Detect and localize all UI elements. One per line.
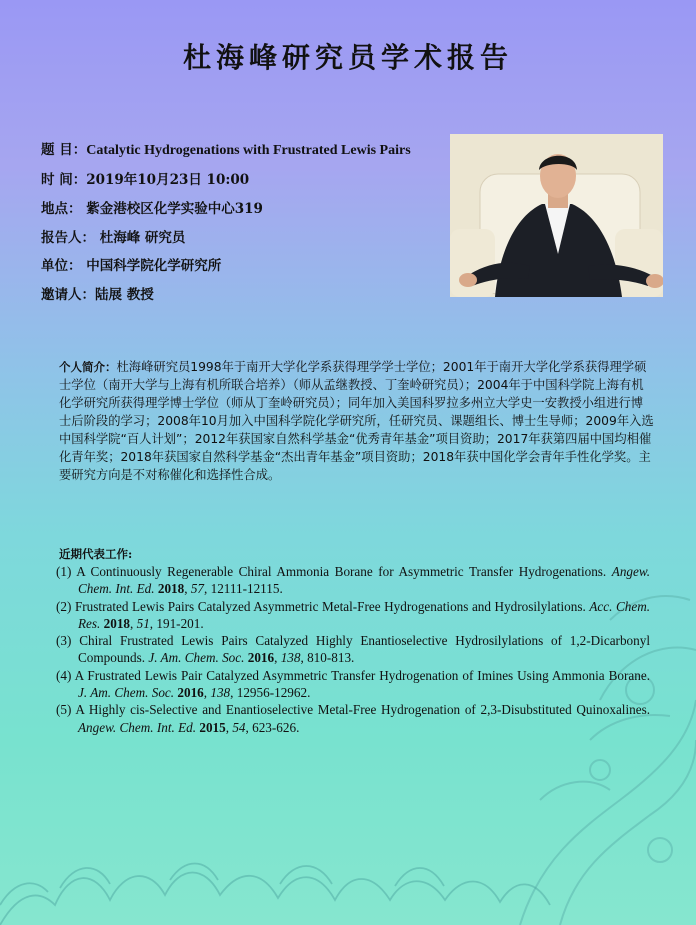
speaker-portrait-illustration	[450, 134, 663, 297]
bio-text: 杜海峰研究员1998年于南开大学化学系获得理学学士学位；2001年于南开大学化学系获得理学硕士学位（南开大学与上海有机所联合培养）（师从孟继教授、丁奎岭研究员）；2004年于中国科学院上海有机化学研究所获得理学博士学位（师从丁奎岭研究员）；同年加入美国科罗拉多州立大学史一安教授小组进行博士后阶段的学习；2008年10月加入中国科学院化学研究所，任研究员、课题组长、博士生导师；2009年入选中国科学院“百人计划”；2012年获国家自然科学基金“优秀青年基金”项目资助；2017年获第四届中国均相催化青年奖；2018年获国家自然科学基金“杰出青年基金”项目资助；2018年获中国化学会青年手性化学奖。主要研究方向是不对称催化和选择性合成。	[59, 360, 654, 482]
ref-journal: J. Am. Chem. Soc.	[148, 650, 245, 666]
place-value: 紫金港校区化学实验中心319	[86, 201, 263, 217]
ref-volume: 57	[190, 581, 205, 597]
ref-number: (4)	[56, 667, 72, 683]
unit-value: 中国科学院化学研究所	[86, 258, 222, 274]
ref-year: 2018	[103, 615, 131, 631]
ref-year: 2016	[177, 685, 204, 701]
inviter-label: 邀请人：	[41, 287, 95, 303]
ref-volume: 54	[232, 719, 246, 735]
inviter-value: 陆展 教授	[95, 287, 154, 303]
ref-year: 2016	[247, 650, 275, 666]
ref-journal: Angew. Chem. Int. Ed.	[78, 564, 650, 597]
ref-title: A Continuously Regenerable Chiral Ammonia Borane for Asymmetric Transfer Hydrogenations.	[76, 564, 607, 579]
place-label: 地点：	[41, 201, 82, 217]
ref-number: (1)	[56, 564, 72, 579]
ref-title: A Frustrated Lewis Pair Catalyzed Asymmetric Transfer Hydrogenation of Imines Using Ammonia Borane.	[74, 667, 650, 683]
inviter-row	[41, 283, 154, 303]
ref-pages: 810-813.	[307, 650, 355, 666]
speaker-value: 杜海峰 研究员	[99, 230, 186, 246]
unit-label: 单位：	[41, 258, 82, 274]
reference-item: (4) A Frustrated Lewis Pair Catalyzed Asymmetric Transfer Hydrogenation of Imines Using Ammonia Borane. J. Am. Chem. Soc. 2016, 138, 12956-12962.	[56, 667, 650, 701]
ref-number: (5)	[56, 702, 72, 718]
ref-pages: 623-626.	[252, 719, 300, 735]
ref-title: A Highly cis-Selective and Enantioselective Metal-Free Hydrogenation of 2,3-Disubstituted Quinoxalines.	[75, 702, 651, 718]
bio-label: 个人简介：	[59, 360, 117, 374]
topic-row	[41, 138, 411, 159]
ref-number: (3)	[56, 633, 72, 649]
ref-journal: Acc. Chem. Res.	[78, 598, 651, 631]
ref-year: 2018	[157, 581, 185, 597]
ref-volume: 51	[136, 615, 150, 631]
topic-value: Catalytic Hydrogenations with Frustrated Lewis Pairs	[86, 143, 411, 158]
works-title: 近期代表工作:	[59, 547, 133, 561]
ref-volume: 138	[280, 650, 301, 666]
ref-journal: Angew. Chem. Int. Ed.	[78, 719, 197, 735]
ref-pages: 12956-12962.	[236, 685, 311, 701]
unit-row	[41, 254, 221, 274]
time-value: 2019年10月23日 10:00	[86, 172, 250, 188]
place-row	[41, 197, 263, 217]
reference-item: (1) A Continuously Regenerable Chiral Ammonia Borane for Asymmetric Transfer Hydrogenations. Angew. Chem. Int. Ed. 2018, 57, 12111-12115.	[56, 564, 650, 597]
reference-item: (2) Frustrated Lewis Pairs Catalyzed Asymmetric Metal-Free Hydrogenations and Hydrosilylations. Acc. Chem. Res. 2018, 51, 191-201.	[56, 598, 651, 631]
speaker-row	[41, 226, 185, 246]
speaker-label: 报告人：	[41, 230, 95, 246]
bio-section	[59, 358, 655, 484]
ref-pages: 12111-12115.	[210, 581, 283, 597]
ref-title: Chiral Frustrated Lewis Pairs Catalyzed Highly Enantioselective Hydrosilylations of 1,2-Dicarbonyl Compounds.	[78, 633, 650, 666]
ref-number: (2)	[56, 598, 72, 614]
ref-pages: 191-201.	[156, 615, 204, 631]
ref-volume: 138	[210, 685, 231, 701]
topic-label: 题 目：	[41, 142, 87, 158]
ref-journal: J. Am. Chem. Soc.	[78, 685, 175, 701]
reference-item: (5) A Highly cis-Selective and Enantioselective Metal-Free Hydrogenation of 2,3-Disubstituted Quinoxalines. Angew. Chem. Int. Ed. 2015, 54, 623-626.	[56, 702, 651, 735]
ref-title: Frustrated Lewis Pairs Catalyzed Asymmetric Metal-Free Hydrogenations and Hydrosilylations.	[74, 598, 586, 614]
page-title: 杜海峰研究员学术报告	[182, 41, 513, 74]
reference-item: (3) Chiral Frustrated Lewis Pairs Catalyzed Highly Enantioselective Hydrosilylations of 1,2-Dicarbonyl Compounds. J. Am. Chem. Soc. 2016, 138, 810-813.	[56, 633, 650, 666]
time-row	[41, 168, 249, 188]
ref-year: 2015	[199, 719, 226, 735]
time-label: 时 间：	[41, 172, 87, 188]
speaker-photo	[450, 134, 663, 297]
reference-list	[56, 563, 650, 736]
